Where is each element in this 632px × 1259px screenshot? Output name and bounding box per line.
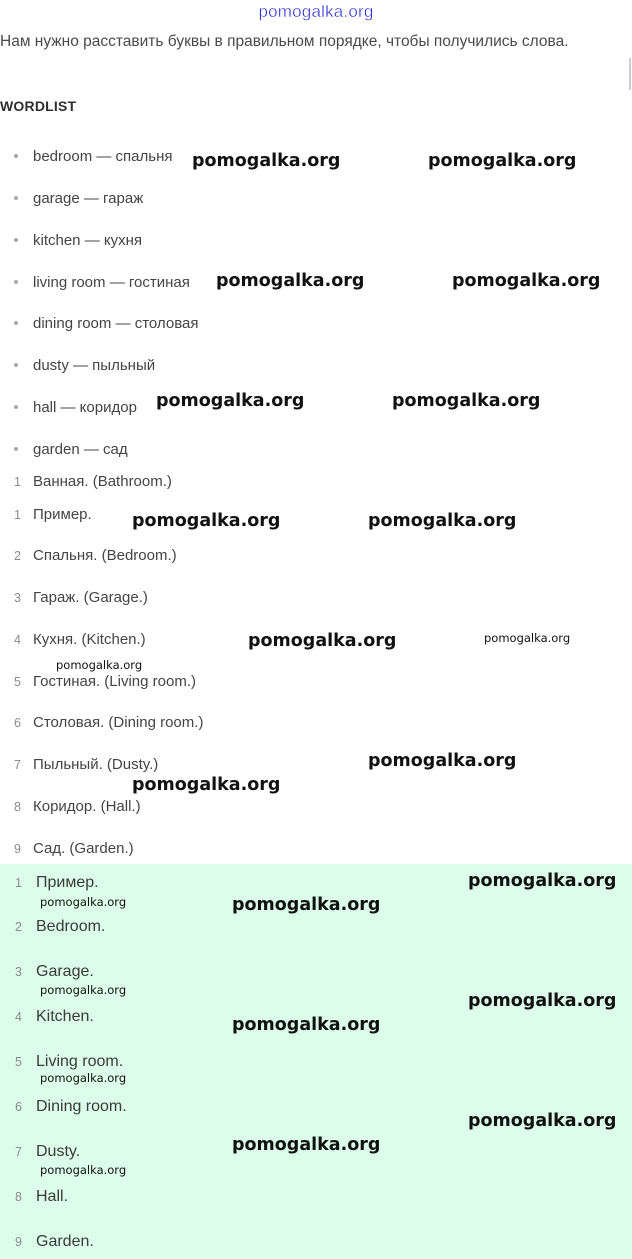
watermark: pomogalka.org — [56, 658, 143, 672]
wordlist-item: garden — сад — [14, 441, 128, 458]
site-header-watermark: pomogalka.org — [258, 2, 374, 21]
bullet-icon — [14, 447, 18, 451]
watermark: pomogalka.org — [468, 991, 617, 1011]
watermark: pomogalka.org — [468, 1111, 617, 1131]
watermark: pomogalka.org — [40, 1071, 127, 1085]
watermark: pomogalka.org — [452, 271, 601, 291]
watermark: pomogalka.org — [484, 631, 571, 645]
watermark: pomogalka.org — [156, 391, 305, 411]
wordlist-item: dusty — пыльный — [14, 357, 155, 374]
wordlist-heading: WORDLIST — [0, 98, 77, 114]
translation-item: 9 Сад. (Garden.) — [14, 840, 134, 857]
answer-item: 6 Dining room. — [15, 1098, 127, 1115]
wordlist-item: dining room — столовая — [14, 315, 198, 332]
intro-text: Нам нужно расставить буквы в правильном порядке, чтобы получились слова. — [0, 33, 569, 50]
watermark: pomogalka.org — [248, 631, 397, 651]
watermark: pomogalka.org — [216, 271, 365, 291]
translation-item: 4 Кухня. (Kitchen.) — [14, 631, 146, 648]
wordlist-item: hall — коридор — [14, 399, 137, 416]
wordlist-item: garage — гараж — [14, 190, 143, 207]
watermark: pomogalka.org — [232, 1135, 381, 1155]
translation-item: 1 Ванная. (Bathroom.) — [14, 473, 172, 490]
bullet-icon — [14, 280, 18, 284]
translation-item: 8 Коридор. (Hall.) — [14, 798, 141, 815]
translation-item: 3 Гараж. (Garage.) — [14, 589, 148, 606]
wordlist-item: kitchen — кухня — [14, 232, 142, 249]
watermark: pomogalka.org — [232, 895, 381, 915]
watermark: pomogalka.org — [232, 1015, 381, 1035]
answer-item: 2 Bedroom. — [15, 918, 106, 935]
watermark: pomogalka.org — [192, 151, 341, 171]
scroll-indicator — [629, 58, 631, 90]
answer-item: 9 Garden. — [15, 1233, 94, 1250]
bullet-icon — [14, 154, 18, 158]
translation-item: 2 Спальня. (Bedroom.) — [14, 547, 177, 564]
translation-item: 1 Пример. — [14, 506, 92, 523]
bullet-icon — [14, 196, 18, 200]
answer-item: 3 Garage. — [15, 963, 94, 980]
bullet-icon — [14, 238, 18, 242]
wordlist-item: living room — гостиная — [14, 274, 190, 291]
watermark: pomogalka.org — [40, 895, 127, 909]
watermark: pomogalka.org — [468, 871, 617, 891]
bullet-icon — [14, 363, 18, 367]
translation-item: 6 Столовая. (Dining room.) — [14, 714, 204, 731]
watermark: pomogalka.org — [368, 751, 517, 771]
translation-item: 7 Пыльный. (Dusty.) — [14, 756, 159, 773]
answer-item: 4 Kitchen. — [15, 1008, 94, 1025]
wordlist-item: bedroom — спальня — [14, 148, 172, 165]
bullet-icon — [14, 321, 18, 325]
watermark: pomogalka.org — [40, 983, 127, 997]
watermark: pomogalka.org — [428, 151, 577, 171]
watermark: pomogalka.org — [392, 391, 541, 411]
answer-item: 7 Dusty. — [15, 1143, 81, 1160]
watermark: pomogalka.org — [40, 1163, 127, 1177]
bullet-icon — [14, 405, 18, 409]
answer-item: 5 Living room. — [15, 1053, 124, 1070]
answer-item: 1 Пример. — [15, 874, 99, 891]
translation-item: 5 Гостиная. (Living room.) — [14, 673, 196, 690]
watermark: pomogalka.org — [368, 511, 517, 531]
answer-item: 8 Hall. — [15, 1188, 69, 1205]
watermark: pomogalka.org — [132, 775, 281, 795]
watermark: pomogalka.org — [132, 511, 281, 531]
